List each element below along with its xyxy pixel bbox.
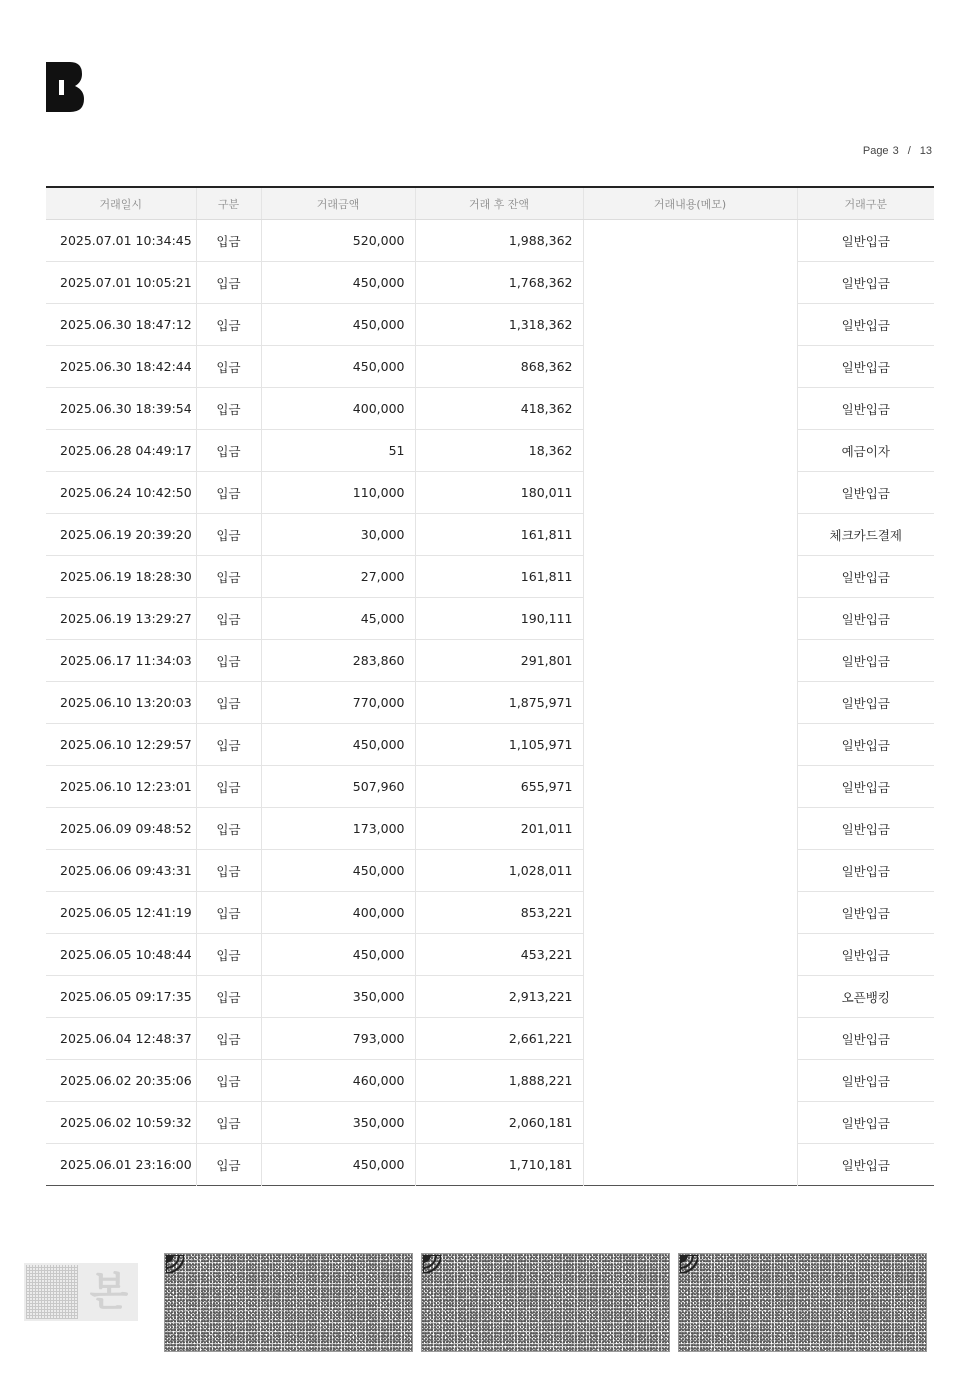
- cell-memo: [583, 1018, 797, 1060]
- cell-memo: [583, 430, 797, 472]
- cell-memo: [583, 640, 797, 682]
- cell-amount: 27,000: [261, 556, 415, 598]
- cell-balance: 1,988,362: [415, 220, 583, 262]
- cell-balance: 1,710,181: [415, 1144, 583, 1186]
- table-row: [46, 1102, 934, 1144]
- cell-memo: [583, 1060, 797, 1102]
- table-row: [46, 514, 934, 556]
- cell-datetime: 2025.06.30 18:42:44: [46, 346, 196, 388]
- cell-type: 입금: [196, 1144, 261, 1186]
- barcode-3: [678, 1253, 927, 1352]
- cell-type: 입금: [196, 262, 261, 304]
- cell-datetime: 2025.06.02 10:59:32: [46, 1102, 196, 1144]
- cell-amount: 770,000: [261, 682, 415, 724]
- cell-type: 입금: [196, 850, 261, 892]
- cell-datetime: 2025.06.30 18:47:12: [46, 304, 196, 346]
- table-row: [46, 934, 934, 976]
- cell-amount: 450,000: [261, 850, 415, 892]
- cell-type: 입금: [196, 976, 261, 1018]
- cell-amount: 173,000: [261, 808, 415, 850]
- table-row: [46, 724, 934, 766]
- cell-amount: 350,000: [261, 1102, 415, 1144]
- table-row: [46, 346, 934, 388]
- cell-memo: [583, 1102, 797, 1144]
- cell-memo: [583, 304, 797, 346]
- table-row: [46, 892, 934, 934]
- column-header-memo: 거래내용(메모): [583, 187, 797, 220]
- cell-type: 입금: [196, 892, 261, 934]
- cell-memo: [583, 220, 797, 262]
- cell-type: 입금: [196, 1018, 261, 1060]
- cell-type: 입금: [196, 472, 261, 514]
- cell-memo: [583, 556, 797, 598]
- cell-memo: [583, 808, 797, 850]
- cell-category: 일반입금: [797, 1144, 934, 1186]
- cell-balance: 853,221: [415, 892, 583, 934]
- cell-balance: 201,011: [415, 808, 583, 850]
- cell-datetime: 2025.06.10 12:29:57: [46, 724, 196, 766]
- cell-type: 입금: [196, 388, 261, 430]
- table-header-row: [46, 187, 934, 220]
- cell-type: 입금: [196, 682, 261, 724]
- page-indicator: [863, 145, 932, 157]
- cell-category: 일반입금: [797, 556, 934, 598]
- cell-memo: [583, 346, 797, 388]
- cell-datetime: 2025.06.04 12:48:37: [46, 1018, 196, 1060]
- table-row: [46, 808, 934, 850]
- cell-category: 오픈뱅킹: [797, 976, 934, 1018]
- cell-datetime: 2025.07.01 10:34:45: [46, 220, 196, 262]
- table-row: [46, 640, 934, 682]
- barcode-corner-icon: [680, 1255, 698, 1273]
- cell-datetime: 2025.07.01 10:05:21: [46, 262, 196, 304]
- transaction-table: [46, 186, 934, 1186]
- cell-memo: [583, 892, 797, 934]
- table-row: [46, 1018, 934, 1060]
- cell-type: 입금: [196, 556, 261, 598]
- cell-category: 일반입금: [797, 640, 934, 682]
- cell-datetime: 2025.06.06 09:43:31: [46, 850, 196, 892]
- table-row: [46, 430, 934, 472]
- table-row: [46, 304, 934, 346]
- cell-type: 입금: [196, 808, 261, 850]
- cell-balance: 2,060,181: [415, 1102, 583, 1144]
- cell-balance: 1,888,221: [415, 1060, 583, 1102]
- cell-amount: 400,000: [261, 388, 415, 430]
- cell-balance: 453,221: [415, 934, 583, 976]
- page-current: 3: [892, 145, 899, 157]
- cell-memo: [583, 1144, 797, 1186]
- table-row: [46, 850, 934, 892]
- page-total: 13: [919, 145, 932, 157]
- cell-amount: 400,000: [261, 892, 415, 934]
- table-row: [46, 220, 934, 262]
- table-body: [46, 220, 934, 1186]
- cell-datetime: 2025.06.02 20:35:06: [46, 1060, 196, 1102]
- cell-datetime: 2025.06.17 11:34:03: [46, 640, 196, 682]
- cell-amount: 350,000: [261, 976, 415, 1018]
- cell-balance: 2,913,221: [415, 976, 583, 1018]
- cell-balance: 161,811: [415, 514, 583, 556]
- cell-type: 입금: [196, 514, 261, 556]
- cell-amount: 45,000: [261, 598, 415, 640]
- cell-amount: 520,000: [261, 220, 415, 262]
- cell-balance: 418,362: [415, 388, 583, 430]
- cell-memo: [583, 514, 797, 556]
- cell-memo: [583, 724, 797, 766]
- cell-balance: 868,362: [415, 346, 583, 388]
- cell-amount: 30,000: [261, 514, 415, 556]
- cell-balance: 2,661,221: [415, 1018, 583, 1060]
- stamp-pattern: [26, 1265, 78, 1319]
- cell-type: 입금: [196, 640, 261, 682]
- cell-category: 일반입금: [797, 850, 934, 892]
- page-separator: /: [907, 145, 911, 157]
- table-row: [46, 472, 934, 514]
- cell-type: 입금: [196, 1060, 261, 1102]
- cell-amount: 51: [261, 430, 415, 472]
- cell-datetime: 2025.06.05 09:17:35: [46, 976, 196, 1018]
- cell-type: 입금: [196, 220, 261, 262]
- cell-category: 일반입금: [797, 304, 934, 346]
- cell-category: 일반입금: [797, 472, 934, 514]
- cell-category: 일반입금: [797, 1102, 934, 1144]
- table-row: [46, 1060, 934, 1102]
- cell-memo: [583, 388, 797, 430]
- cell-category: 일반입금: [797, 262, 934, 304]
- cell-category: 일반입금: [797, 346, 934, 388]
- cell-type: 입금: [196, 1102, 261, 1144]
- cell-balance: 190,111: [415, 598, 583, 640]
- cell-datetime: 2025.06.05 12:41:19: [46, 892, 196, 934]
- table-row: [46, 1144, 934, 1186]
- cell-amount: 450,000: [261, 346, 415, 388]
- column-header-amount: 거래금액: [261, 187, 415, 220]
- cell-memo: [583, 262, 797, 304]
- cell-balance: 161,811: [415, 556, 583, 598]
- cell-amount: 450,000: [261, 304, 415, 346]
- barcode-corner-icon: [166, 1255, 184, 1273]
- cell-balance: 1,105,971: [415, 724, 583, 766]
- page-label: Page: [862, 145, 889, 157]
- table-row: [46, 766, 934, 808]
- cell-category: 일반입금: [797, 724, 934, 766]
- cell-amount: 283,860: [261, 640, 415, 682]
- cell-amount: 110,000: [261, 472, 415, 514]
- cell-balance: 655,971: [415, 766, 583, 808]
- cell-category: 일반입금: [797, 1060, 934, 1102]
- cell-category: 예금이자: [797, 430, 934, 472]
- cell-balance: 1,028,011: [415, 850, 583, 892]
- cell-datetime: 2025.06.10 13:20:03: [46, 682, 196, 724]
- column-header-type: 구분: [196, 187, 261, 220]
- cell-category: 일반입금: [797, 598, 934, 640]
- cell-balance: 1,768,362: [415, 262, 583, 304]
- cell-memo: [583, 850, 797, 892]
- cell-balance: 1,875,971: [415, 682, 583, 724]
- barcode-2: [421, 1253, 670, 1352]
- barcode-corner-icon: [423, 1255, 441, 1273]
- cell-memo: [583, 976, 797, 1018]
- cell-amount: 450,000: [261, 262, 415, 304]
- cell-datetime: 2025.06.28 04:49:17: [46, 430, 196, 472]
- cell-type: 입금: [196, 346, 261, 388]
- cell-amount: 507,960: [261, 766, 415, 808]
- cell-category: 일반입금: [797, 766, 934, 808]
- cell-memo: [583, 472, 797, 514]
- column-header-datetime: 거래일시: [46, 187, 196, 220]
- table-row: [46, 976, 934, 1018]
- cell-datetime: 2025.06.19 20:39:20: [46, 514, 196, 556]
- cell-datetime: 2025.06.24 10:42:50: [46, 472, 196, 514]
- bank-logo: [46, 62, 84, 112]
- table-row: [46, 262, 934, 304]
- cell-datetime: 2025.06.09 09:48:52: [46, 808, 196, 850]
- stamp-char: 본: [89, 1269, 129, 1315]
- cell-type: 입금: [196, 430, 261, 472]
- table-row: [46, 388, 934, 430]
- table-row: [46, 682, 934, 724]
- cell-datetime: 2025.06.05 10:48:44: [46, 934, 196, 976]
- cell-datetime: 2025.06.10 12:23:01: [46, 766, 196, 808]
- cell-category: 일반입금: [797, 934, 934, 976]
- table-row: [46, 556, 934, 598]
- cell-memo: [583, 766, 797, 808]
- cell-category: 체크카드결제: [797, 514, 934, 556]
- cell-type: 입금: [196, 724, 261, 766]
- table-row: [46, 598, 934, 640]
- cell-datetime: 2025.06.19 18:28:30: [46, 556, 196, 598]
- cell-amount: 450,000: [261, 934, 415, 976]
- barcode-1: [164, 1253, 413, 1352]
- cell-balance: 291,801: [415, 640, 583, 682]
- cell-memo: [583, 682, 797, 724]
- cell-datetime: 2025.06.19 13:29:27: [46, 598, 196, 640]
- column-header-balance: 거래 후 잔액: [415, 187, 583, 220]
- cell-memo: [583, 598, 797, 640]
- cell-type: 입금: [196, 598, 261, 640]
- cell-category: 일반입금: [797, 388, 934, 430]
- cell-type: 입금: [196, 934, 261, 976]
- cell-datetime: 2025.06.01 23:16:00: [60, 1157, 192, 1172]
- cell-balance: 1,318,362: [415, 304, 583, 346]
- cell-balance: 18,362: [415, 430, 583, 472]
- cell-type: 입금: [196, 766, 261, 808]
- cell-amount: 450,000: [261, 724, 415, 766]
- cell-category: 일반입금: [797, 808, 934, 850]
- cell-amount: 460,000: [261, 1060, 415, 1102]
- cell-amount: 793,000: [261, 1018, 415, 1060]
- seal-stamp: [24, 1263, 138, 1321]
- cell-amount: 450,000: [261, 1144, 415, 1186]
- cell-datetime: 2025.06.30 18:39:54: [46, 388, 196, 430]
- cell-category: 일반입금: [797, 682, 934, 724]
- cell-memo: [583, 934, 797, 976]
- column-header-category: 거래구분: [797, 187, 934, 220]
- cell-type: 입금: [196, 304, 261, 346]
- cell-category: 일반입금: [797, 892, 934, 934]
- cell-category: 일반입금: [797, 1018, 934, 1060]
- cell-category: 일반입금: [797, 220, 934, 262]
- cell-balance: 180,011: [415, 472, 583, 514]
